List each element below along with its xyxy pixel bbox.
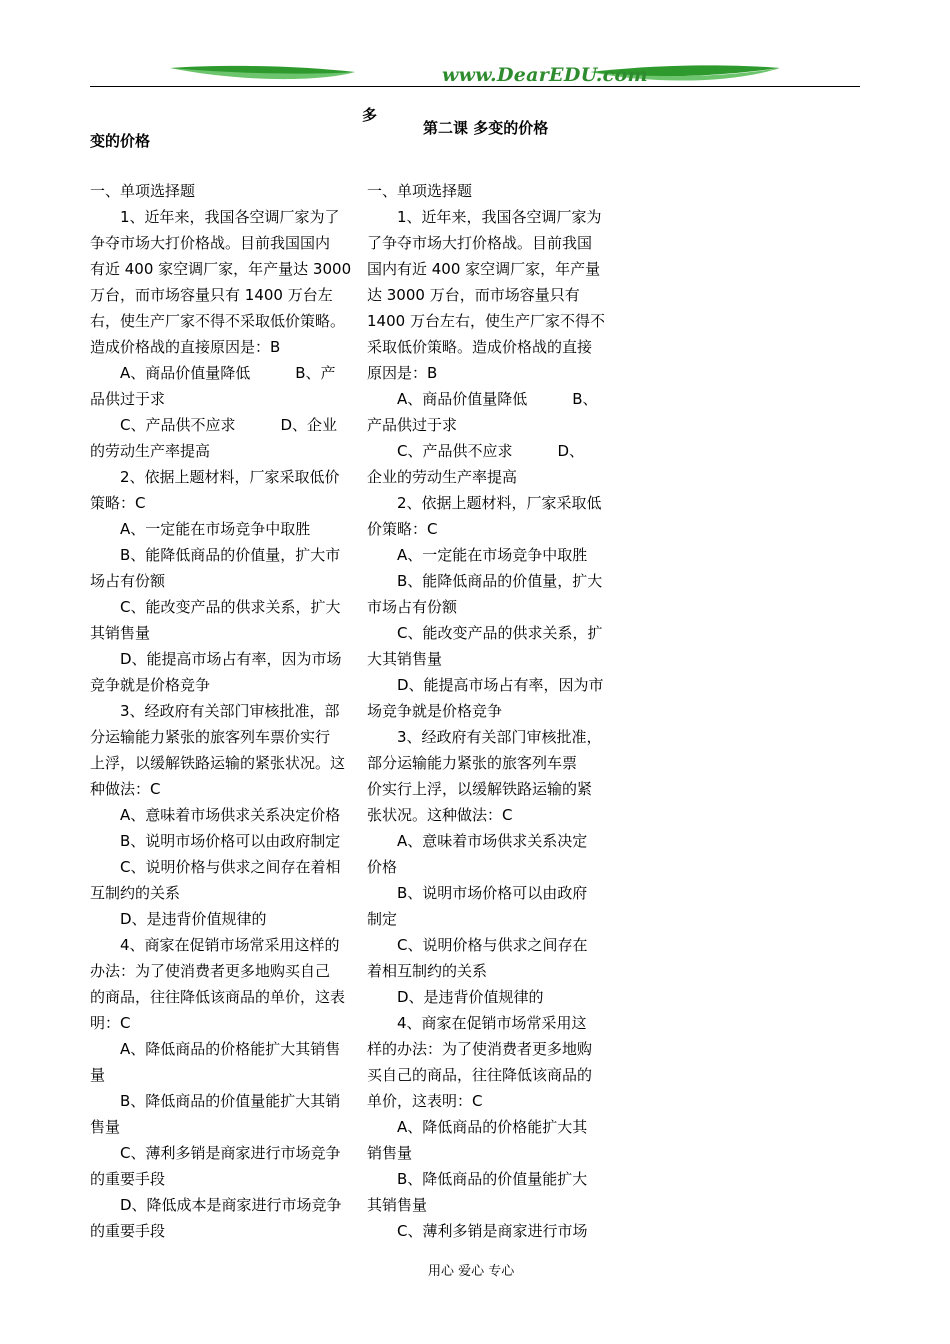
- text-line: 4、商家在促销市场常采用这: [367, 1014, 587, 1032]
- text-line: D、能提高市场占有率，因为市场: [90, 650, 342, 668]
- text-line: 4、商家在促销市场常采用这样的: [90, 936, 340, 954]
- text-line: A、降低商品的价格能扩大其: [367, 1118, 588, 1136]
- text-line: A、一定能在市场竞争中取胜: [367, 546, 588, 564]
- text-line: 上浮，以缓解铁路运输的紧张状况。这: [90, 754, 346, 772]
- text-line: 制定: [367, 910, 398, 928]
- text-line: 着相互制约的关系: [367, 962, 488, 980]
- text-line: 竞争就是价格竞争: [90, 676, 211, 694]
- text-line: 的重要手段: [90, 1222, 166, 1240]
- text-line: 场竞争就是价格竞争: [367, 702, 503, 720]
- text-line: 的劳动生产率提高: [90, 442, 211, 460]
- text-line: B、说明市场价格可以由政府制定: [90, 832, 341, 850]
- text-line: D、能提高市场占有率，因为市: [367, 676, 604, 694]
- text-line: 3、经政府有关部门审核批准，部: [90, 702, 340, 720]
- text-line: 部分运输能力紧张的旅客列车票: [367, 754, 578, 772]
- text-line: 右，使生产厂家不得不采取低价策略。: [90, 312, 346, 330]
- text-line: B、能降低商品的价值量，扩大: [367, 572, 603, 590]
- text-line: 场占有份额: [90, 572, 166, 590]
- text-line: C、能改变产品的供求关系，扩大: [90, 598, 341, 616]
- text-line: 产品供过于求: [367, 416, 458, 434]
- text-line: A、商品价值量降低 B、: [367, 390, 598, 408]
- text-line: 2、依据上题材料，厂家采取低: [367, 494, 602, 512]
- text-line: C、说明价格与供求之间存在着相: [90, 858, 341, 876]
- right-text-column: [367, 178, 617, 1244]
- text-line: 造成价格战的直接原因是：B: [90, 338, 281, 356]
- text-line: A、降低商品的价格能扩大其销售: [90, 1040, 341, 1058]
- text-line: B、说明市场价格可以由政府: [367, 884, 588, 902]
- text-line: A、一定能在市场竞争中取胜: [90, 520, 311, 538]
- text-line: 采取低价策略。造成价格战的直接: [367, 338, 593, 356]
- text-line: 张状况。这种做法：C: [367, 806, 513, 824]
- text-line: 1、近年来，我国各空调厂家为: [367, 208, 602, 226]
- text-line: 售量: [90, 1118, 121, 1136]
- text-line: 的商品，往往降低该商品的单价，这表: [90, 988, 346, 1006]
- text-line: 一、单项选择题: [90, 182, 196, 200]
- text-line: 有近 400 家空调厂家，年产量达 3000: [90, 260, 352, 278]
- text-line: 国内有近 400 家空调厂家，年产量: [367, 260, 601, 278]
- site-header: [90, 58, 860, 92]
- text-line: 价实行上浮，以缓解铁路运输的紧: [367, 780, 593, 798]
- text-line: 种做法：C: [90, 780, 161, 798]
- text-line: B、降低商品的价值量能扩大其销: [90, 1092, 341, 1110]
- text-line: 万台，而市场容量只有 1400 万台左: [90, 286, 333, 304]
- text-line: 样的办法：为了使消费者更多地购: [367, 1040, 593, 1058]
- text-line: 价格: [367, 858, 398, 876]
- text-line: D、是违背价值规律的: [90, 910, 267, 928]
- text-line: 大其销售量: [367, 650, 443, 668]
- text-line: 品供过于求: [90, 390, 166, 408]
- text-line: 其销售量: [367, 1196, 428, 1214]
- text-line: 企业的劳动生产率提高: [367, 468, 518, 486]
- text-line: 了争夺市场大打价格战。目前我国: [367, 234, 593, 252]
- text-line: 价策略：C: [367, 520, 438, 538]
- text-line: 其销售量: [90, 624, 151, 642]
- text-line: 原因是：B: [367, 364, 438, 382]
- site-logo-text[interactable]: www.DearEDU.com: [442, 64, 648, 86]
- text-line: 互制约的关系: [90, 884, 181, 902]
- text-line: 一、单项选择题: [367, 182, 473, 200]
- text-line: 市场占有份额: [367, 598, 458, 616]
- text-line: A、意味着市场供求关系决定: [367, 832, 588, 850]
- lesson-title: 第二课 多变的价格: [423, 119, 549, 137]
- text-line: 分运输能力紧张的旅客列车票价实行: [90, 728, 331, 746]
- text-line: 买自己的商品，往往降低该商品的: [367, 1066, 593, 1084]
- text-line: 1400 万台左右，使生产厂家不得不: [367, 312, 605, 330]
- text-line: 达 3000 万台，而市场容量只有: [367, 286, 580, 304]
- text-line: 销售量: [367, 1144, 413, 1162]
- text-line: 策略：C: [90, 494, 146, 512]
- text-line: 2、依据上题材料，厂家采取低价: [90, 468, 340, 486]
- text-line: B、能降低商品的价值量，扩大市: [90, 546, 341, 564]
- text-line: D、降低成本是商家进行市场竞争: [90, 1196, 342, 1214]
- text-line: 3、经政府有关部门审核批准，: [367, 728, 602, 746]
- text-line: 的重要手段: [90, 1170, 166, 1188]
- text-line: C、产品供不应求 D、企业: [90, 416, 338, 434]
- text-line: A、商品价值量降低 B、产: [90, 364, 336, 382]
- text-line: 1、近年来，我国各空调厂家为了: [90, 208, 340, 226]
- title-fragment-left: 多: [362, 106, 378, 124]
- left-text-column: [90, 178, 368, 1244]
- text-line: 明：C: [90, 1014, 131, 1032]
- page-footer: 用心 爱心 专心: [428, 1264, 515, 1279]
- text-line: 争夺市场大打价格战。目前我国国内: [90, 234, 331, 252]
- text-line: 量: [90, 1066, 106, 1084]
- text-line: C、薄利多销是商家进行市场竞争: [90, 1144, 341, 1162]
- text-line: C、说明价格与供求之间存在: [367, 936, 588, 954]
- text-line: 单价，这表明：C: [367, 1092, 483, 1110]
- text-line: 办法：为了使消费者更多地购买自己: [90, 962, 331, 980]
- text-line: A、意味着市场供求关系决定价格: [90, 806, 341, 824]
- text-line: C、能改变产品的供求关系，扩: [367, 624, 603, 642]
- text-line: C、产品供不应求 D、: [367, 442, 585, 460]
- text-line: D、是违背价值规律的: [367, 988, 544, 1006]
- header-rule: [90, 86, 860, 87]
- title-fragment-left-continued: 变的价格: [90, 132, 151, 150]
- text-line: C、薄利多销是商家进行市场: [367, 1222, 588, 1240]
- text-line: B、降低商品的价值量能扩大: [367, 1170, 588, 1188]
